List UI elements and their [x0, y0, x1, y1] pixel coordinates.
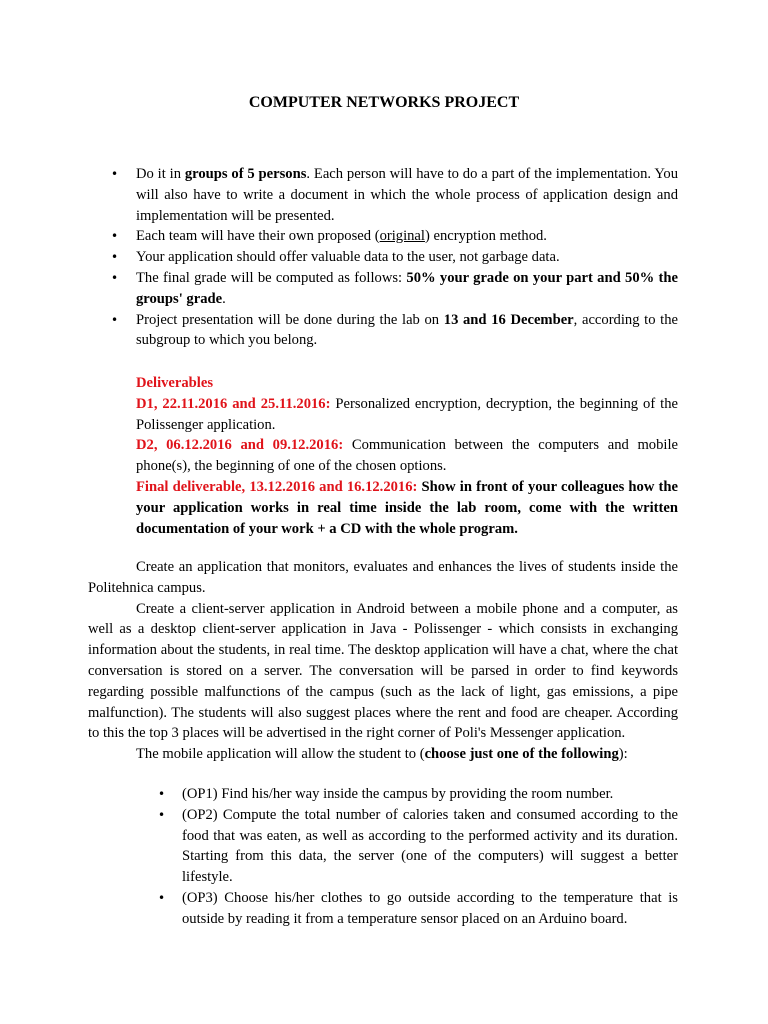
deliverables-heading: Deliverables — [136, 375, 214, 391]
deliverable-text: Personalized encryption, decryption, the beginning of the Polissenger application. — [136, 395, 678, 433]
requirements-list — [136, 164, 678, 351]
deliverable-text: Communication between the computers and mobile phone(s), the beginning of one of the chosen options. — [136, 437, 678, 475]
item-text: ) encryption method. — [424, 228, 547, 245]
item-emphasis: 13 and 16 December — [443, 311, 574, 328]
paragraph-text: The mobile application will allow the student to ( — [136, 746, 425, 763]
item-emphasis: groups of 5 persons — [184, 166, 307, 182]
deliverables-section — [136, 373, 678, 539]
list-item — [136, 164, 678, 226]
item-text: Each team will have their own proposed ( — [136, 228, 380, 245]
options-list — [182, 784, 678, 930]
list-item — [136, 268, 678, 310]
deliverable-d2 — [136, 435, 678, 477]
deliverable-text: Show in front of your colleagues how the your application works in real time inside the lab room, come with the written documentation of your work + a CD with the whole program. — [136, 478, 678, 537]
list-item — [136, 247, 678, 268]
item-text: Project presentation will be done during the lab on — [136, 311, 444, 328]
deliverable-label: D2, 06.12.2016 and 09.12.2016: — [136, 437, 344, 454]
item-emphasis: 50% your grade on your part and 50% the groups' grade — [136, 269, 678, 307]
deliverable-final — [136, 477, 678, 539]
paragraph-text: ): — [618, 746, 628, 763]
list-item — [136, 310, 678, 352]
option-item: • (OP1) Find his/her way inside the campus by providing the room number. — [182, 784, 678, 805]
body-section — [88, 557, 678, 765]
body-paragraph — [88, 744, 678, 765]
option-item: • (OP2) Compute the total number of calories taken and consumed according to the food that was eaten, as well as according to the performed activity and its duration. Starting from this data, the server (one of the computers) will suggest a better lifestyle. — [182, 805, 678, 888]
deliverable-d1 — [136, 394, 678, 436]
item-text: Do it in — [136, 166, 185, 182]
body-paragraph: Create an application that monitors, evaluates and enhances the lives of students inside the Politehnica campus. — [88, 559, 678, 596]
item-underline: original — [379, 228, 425, 245]
deliverable-label: D1, 22.11.2016 and 25.11.2016: — [136, 395, 331, 412]
item-text: The final grade will be computed as follows: — [136, 269, 407, 286]
item-text: Your application should offer valuable data to the user, not garbage data. — [136, 249, 560, 266]
page-title: COMPUTER NETWORKS PROJECT — [248, 94, 520, 111]
deliverable-label: Final deliverable, 13.12.2016 and 16.12.2016: — [136, 478, 418, 495]
item-text: . Each person will have to do a part of the implementation. You will also have to write a document in which the whole process of application design and implementation will be presented. — [136, 166, 678, 224]
option-item: • (OP3) Choose his/her clothes to go outside according to the temperature that is outside by reading it from a temperature sensor placed on an Arduino board. — [182, 888, 678, 930]
body-paragraph: Create a client-server application in Android between a mobile phone and a computer, as well as a desktop client-server application in Java - Polissenger - which consists in exchanging information about the students, in real time. The desktop application will have a chat, where the chat conversation is stored on a server. The conversation will be parsed in order to find keywords regarding possible malfunctions of the campus (such as the lack of light, gas emissions, a pipe malfunction). The students will also suggest places where the rent and food are cheaper. According to this the top 3 places will be advertised in the right corner of Poli's Messenger application. — [88, 600, 678, 742]
paragraph-emphasis: choose just one of the following — [424, 746, 619, 763]
item-text: , according to the subgroup to which you belong. — [136, 311, 678, 349]
list-item — [136, 226, 678, 247]
item-text: . — [222, 290, 226, 307]
